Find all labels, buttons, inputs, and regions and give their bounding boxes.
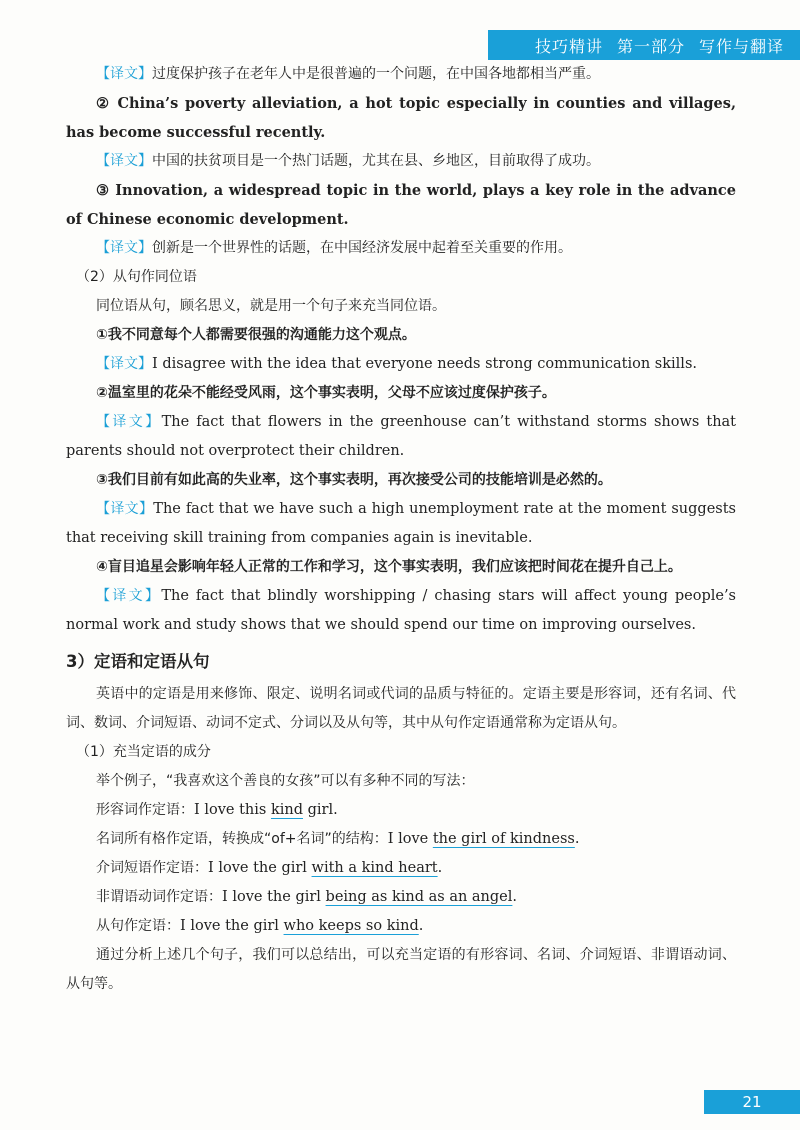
example-row-nonfinite: 非谓语动词作定语：I love the girl being as kind as an angel. <box>96 889 518 905</box>
running-header <box>488 30 800 60</box>
example-row-prepositional: 介词短语作定语：I love the girl with a kind heart. <box>96 860 443 876</box>
header-part2: 第一部分 <box>616 36 685 56</box>
translation-tag: 【译文】 <box>96 153 152 169</box>
translation-1: 【译文】过度保护孩子在老年人中是很普遍的一个问题，在中国各地都相当严重。 <box>96 66 600 82</box>
translation-3: 【译文】创新是一个世界性的话题，在中国经济发展中起着至关重要的作用。 <box>96 240 572 256</box>
header-part3: 写作与翻译 <box>698 36 784 56</box>
page-content <box>66 60 736 999</box>
translation-tag: 【译文】 <box>96 66 152 82</box>
english-translation-4: 【译文】The fact that blindly worshipping / chasing stars will affect young people’s normal work and study shows that we should spend our time on improving ourselves. <box>66 588 737 633</box>
subheading-appositive: （2）从句作同位语 <box>76 269 197 285</box>
page-number: 21 <box>704 1090 800 1114</box>
english-translation-1: 【译文】I disagree with the idea that everyone needs strong communication skills. <box>96 356 697 372</box>
translation-tag: 【译文】 <box>96 588 162 604</box>
subheading-components: （1）充当定语的成分 <box>76 744 211 760</box>
translation-2: 【译文】中国的扶贫项目是一个热门话题，尤其在县、乡地区，目前取得了成功。 <box>96 153 600 169</box>
example-row-clause: 从句作定语：I love the girl who keeps so kind. <box>96 918 424 934</box>
example-3: ③ Innovation, a widespread topic in the world, plays a key role in the advance of Chinese economic development. <box>66 182 736 228</box>
translation-tag: 【译文】 <box>96 240 152 256</box>
header-part1: 技巧精讲 <box>534 36 603 56</box>
english-translation-2: 【译文】The fact that flowers in the greenhouse can’t withstand storms shows that parents should not overprotect their children. <box>66 414 736 459</box>
example-row-possessive: 名词所有格作定语，转换成“of+名词”的结构：I love the girl of kindness. <box>96 831 580 847</box>
example-2: ② China’s poverty alleviation, a hot topic especially in counties and villages, has become successful recently. <box>66 95 736 141</box>
example-row-adjective: 形容词作定语：I love this kind girl. <box>96 802 338 818</box>
chinese-sentence-4: ④盲目追星会影响年轻人正常的工作和学习，这个事实表明，我们应该把时间花在提升自己上。 <box>96 559 682 575</box>
appositive-intro: 同位语从句，顾名思义，就是用一个句子来充当同位语。 <box>96 298 446 314</box>
section-heading: 3）定语和定语从句 <box>66 652 210 671</box>
chinese-sentence-1: ①我不同意每个人都需要很强的沟通能力这个观点。 <box>96 327 416 343</box>
chinese-sentence-3: ③我们目前有如此高的失业率，这个事实表明，再次接受公司的技能培训是必然的。 <box>96 472 612 488</box>
example-intro: 举个例子，“我喜欢这个善良的女孩”可以有多种不同的写法： <box>96 773 475 789</box>
translation-tag: 【译文】 <box>96 356 152 372</box>
translation-tag: 【译文】 <box>96 414 162 430</box>
translation-tag: 【译文】 <box>96 501 154 517</box>
english-translation-3: 【译文】The fact that we have such a high unemployment rate at the moment suggests that receiving skill training from companies again is inevitable. <box>66 501 736 546</box>
chinese-sentence-2: ②温室里的花朵不能经受风雨，这个事实表明，父母不应该过度保护孩子。 <box>96 385 556 401</box>
summary-paragraph: 通过分析上述几个句子，我们可以总结出，可以充当定语的有形容词、名词、介词短语、非谓语动词、从句等。 <box>66 947 736 992</box>
section-paragraph: 英语中的定语是用来修饰、限定、说明名词或代词的品质与特征的。定语主要是形容词，还有名词、代词、数词、介词短语、动词不定式、分词以及从句等，其中从句作定语通常称为定语从句。 <box>66 686 736 731</box>
